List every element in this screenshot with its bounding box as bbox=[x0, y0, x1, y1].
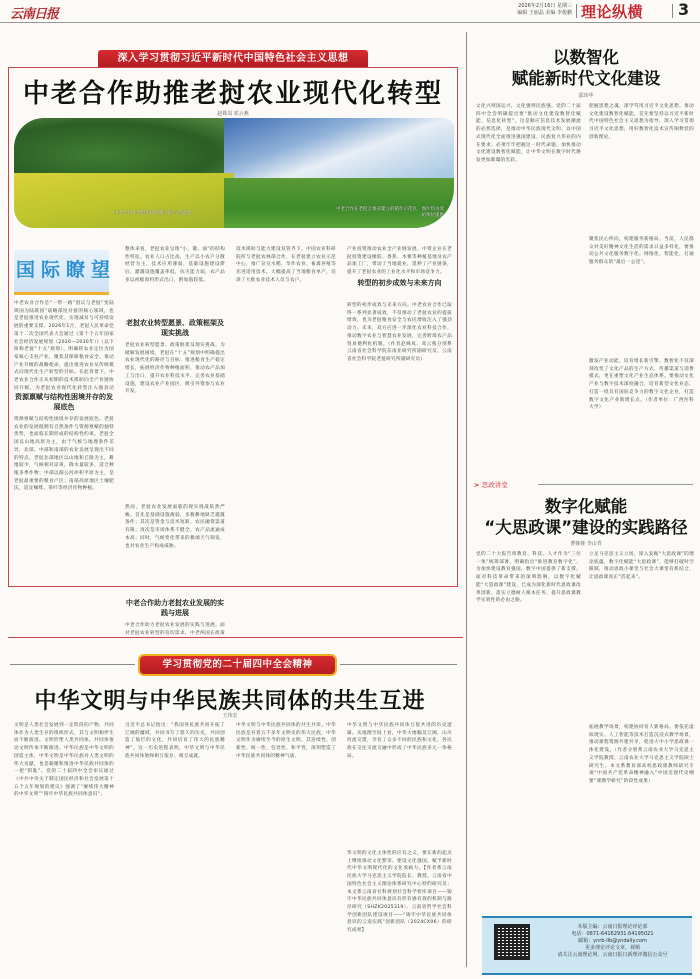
section-marker-label: 思政讲堂 bbox=[481, 481, 508, 489]
article-column-text: 聚焦民心所向，构建服务新格局。当前，人民群众对美好精神文化生活的需求日益多样化，要推动公共文化服务数字化、网络化、智能化，打通服务群众的“最后一公里”。 bbox=[589, 237, 694, 266]
feature-column-text: 整体来看，老挝农业呈现“小、散、弱”的结构性特征。农业人口占比高，生产以小农户分散经营为主，技术应用薄弱，基础设施建设滞后，灌溉设施覆盖率低，抗灾能力弱，农产品多以初级原料形式出口，附加值较低。 bbox=[125, 247, 225, 283]
date-line: 2026年2月16日 星期三 bbox=[518, 3, 572, 9]
photo-sky bbox=[224, 118, 454, 183]
feature-subhead: 老挝农业转型愿景、政策框架及现实挑战 bbox=[126, 319, 224, 337]
info-line: 本版主编：云南日报理论评论部 bbox=[577, 924, 648, 930]
divider bbox=[340, 664, 457, 665]
photo-rice-field-yellow bbox=[14, 173, 234, 228]
headline-line: 数字化赋能 bbox=[544, 497, 628, 516]
feature-column-text: 产业投资推动农业全产业链发展。中资企业在老挝投资建设橡胶、香蕉、木薯等种植基地及农产品加工厂，带动了当地就业，延伸了产业链条，提升了老挝农业的工业化水平和市场竞争力。 bbox=[347, 247, 452, 276]
info-line: 请关注云南理论网、云南日报日新理评微信公众号 bbox=[557, 952, 668, 958]
article-column-text: 党的二十大报告将教育、科技、人才作为“三位一体”统筹部署，明确指出“推进教育数字化”。为加快建设教育强国，数字中国提供了新支撑。面对科技革命带来的深刻影响，以数字化赋能“大思政课”建设，已成为深化新时代思政课改革创新、落实立德树人根本任务、提升思政课教学实效性的必由之路。 bbox=[476, 552, 581, 604]
divider bbox=[538, 484, 693, 485]
article-column-text: 立足马克思主义立场，深入发掘“大思政课”的理论底蕴。数字化赋能“大思政课”，能够打破时空限制，推动思政小课堂与社会大课堂有机结合，让思政课真正“活起来”。 bbox=[589, 552, 694, 581]
article-column-text: 把握思想之魂，深学笃用习近平文化思想。推动文化建设数智化赋能，首先要坚持以习近平新时代中国特色社会主义思想为指导，深入学习贯彻习近平文化思想，用好数智化技术宣传阐释党的创新理论。 bbox=[589, 104, 694, 140]
divider bbox=[576, 4, 577, 18]
editor-line: 编辑 王丽晶 美编 李俊鹏 bbox=[517, 10, 572, 16]
feature-subhead: 转型的初步成效与未来方向 bbox=[357, 279, 442, 287]
article-column-text: 文明是人类社会发展到一定阶段的产物，共同体作为人类生存的组织形式，其与文明相伴生而不断演进。文明形塑人类共同体，共同体推动文明传承不断演进。中华民族是中华文明的创造主体，中华文明是中华民族对人类文明的伟大贡献，也是凝聚和推进中华民族共同体的一把“钥匙”。党的二十届四中全会审议通过《中共中央关于制定国民经济和社会发展第十五个五年规划的建议》强调了“赓续伟大精神的中华文明”“铸牢中华民族共同体意识”。 bbox=[14, 723, 114, 798]
divider bbox=[8, 637, 463, 638]
info-line: 更多理论评论文章，视频 bbox=[584, 945, 640, 951]
section-badge-label: 国际瞭望 bbox=[16, 259, 117, 281]
headline-line: 以数智化 bbox=[553, 48, 619, 67]
feature-column-text: 技术援助与能力建设双管齐下。中国农业科研院所与老挝农林部合作，在老挝建立农业示范中心，推广杂交水稻、旱作农业、畜禽养殖等先进适用技术，大幅提高了当地粮食单产，培训了大批农业技术人员与农户。 bbox=[236, 247, 336, 283]
divider bbox=[10, 664, 135, 665]
feature-headline[interactable]: 中老合作助推老挝农业现代化转型 bbox=[22, 79, 443, 109]
article-column-text: 拓展教学场景，构建协同育人新格局。要依托虚拟现实、人工智能等技术打造沉浸式教学场景，推动课程资源共建共享，促进大中小学思政课一体化建设。（作者分别系云南农业大学马克思主义学院教授、云南农业大学马克思主义学院硕士研究生。本文系教育部高校思政课教师研究专项“中国共产党革命精神融入”中国近现代史纲要”课教学研究”阶段性成果） bbox=[589, 725, 694, 784]
article-headline[interactable] bbox=[472, 47, 700, 89]
article-headline[interactable]: 中华文明与中华民族共同体的共生互进 bbox=[34, 689, 426, 714]
series-banner: 学习贯彻党的二十届四中全会精神 bbox=[140, 656, 335, 674]
headline-line: “大思政课”建设的实践路径 bbox=[484, 518, 688, 537]
column-divider bbox=[466, 32, 467, 967]
newspaper-logo: 云南日报 bbox=[10, 7, 59, 22]
article-column-text: 习近平总书记指出：“我国各民族共同开拓了辽阔的疆域，共同书写了悠久的历史，共同创造了灿烂的文化，共同培育了伟大的民族精神”。这一历史进程表明，中华文明与中华民族共同体始终相互依存、相互成就。 bbox=[125, 723, 225, 759]
chevron-right-icon: > bbox=[474, 481, 482, 489]
feature-column-text: 转型的初步成效与未来方向。中老农业合作已取得一系列显著成效，不仅推动了老挝农业的提质增效，也为老挝粮食安全与农民增收注入了强劲动力。未来，双方应进一步深化农业科技合作，推动数字农业与智慧农业发展，完善跨境农产品贸易便利化机制。（作者赵姝岚、邓云燕分别系云南省社会科学院东南亚研究所副研究员、云南省社会科学院老挝研究所副研究员） bbox=[347, 303, 452, 362]
page-number: 3 bbox=[678, 0, 690, 19]
date-info bbox=[480, 3, 572, 17]
photo-caption-left: 中老合作在老挝南塔省建立的示范基地 bbox=[114, 211, 191, 216]
feature-byline: 赵姝岚 邓云燕 bbox=[217, 111, 249, 117]
feature-column-text: 资源禀赋与结构性困境并存的发展底色。老挝农业的发展既拥有自然条件与资源禀赋的独特优势，也面临长期形成的结构性约束。老挝全国以山地高原为主，由于气候与地理条件差异，北部、中部和南部的农业发展呈现出不同的特点。老挝北部地区以山地和丘陵为主，耕地较少，气候相对凉爽，降水量较多，适合种植多季作物；中部以湄公河冲积平原为主，是老挝最重要的粮食产区；南部高原地区土壤肥沃，适宜咖啡、茶叶等经济作物种植。 bbox=[14, 417, 114, 492]
feature-column-text: 然而，老挝农业发展面临的现实挑战依然严峻。首先是基础设施薄弱，多数耕地缺乏灌溉条件；其次是资金与技术短缺，农民融资渠道有限；再次是市场体系不健全，农产品流通成本高；同时，气候变化带来的极端天气频发，也对农业生产构成威胁。 bbox=[125, 505, 225, 549]
feature-subhead: 中老合作助力老挝农业发展的实践与进展 bbox=[126, 599, 224, 617]
headline-line: 赋能新时代文化建设 bbox=[511, 69, 661, 88]
feature-photo[interactable] bbox=[14, 118, 454, 228]
article-byline: 邵玮华 bbox=[578, 93, 594, 99]
email-link[interactable]: 邮箱：ynrb-llb@yndaily.com bbox=[578, 938, 647, 944]
feature-column-text: 老挝农业转型愿景、政策框架及现实挑战。为破解发展困境，老挝在“十五”规划中明确提出农业现代化的路径与目标：推进粮食生产稳定增长，拓展经济作物种植面积，推动农产品加工与出口，提升农业科技水平，完善农业基础设施，建设农业产业园区，吸引外资参与农业开发。 bbox=[125, 343, 225, 395]
section-marker[interactable] bbox=[474, 480, 508, 489]
photo-forest bbox=[14, 118, 234, 178]
article-column-text: 激发产业动能，培育增长新引擎。数智化不仅深刻改变了文化产品的生产方式、传播渠道与消费模式，更在重塑文化产业生态体系。要推动文化产业与数字技术深度融合，培育新型文化业态，打造一批具有国际竞争力的数字文化企业，打造数字文化产业新增长点。（作者单位：广西医科大学） bbox=[589, 359, 694, 411]
article-column-text: 中华文明与中华民族共同体互促共进的历史逻辑。从地理空间上看，中华大地幅员辽阔，山川河流交错，孕育了众多不同的民族和文化，各民族在交往交流交融中形成了中华民族多元一体格局。 bbox=[347, 723, 452, 759]
feature-column-text: 中老合作助力老挝农业发展的实践与进展。面对老挝农业转型的迫切需求，中老两国在政策 bbox=[125, 623, 225, 636]
article-column-text: 华文明的文化主体性的应有之义，要在新的起点上继续推动文化繁荣、建设文化强国，赋予新时代中华文明现代化的文化承载力。【作者系云南民族大学马克思主义学院院长、教授，云南省中国特色社会主义理论体系研究中心特约研究员；本文系云南省社科规划社会科学智库项目——铸牢中华民族共同体意识有形有感有效的机制与路径研究（SHZK2025319）、云南省哲学社会科学创新团队建设项目——“铸牢中华民族共同体意识的云南实践”创新团队（2024CX06）的研究成果】 bbox=[347, 851, 452, 934]
divider bbox=[672, 4, 673, 18]
section-title: 理论纵横 bbox=[581, 3, 644, 21]
qr-code-icon[interactable] bbox=[494, 924, 530, 960]
article-byline: 曹娅娅 李山青 bbox=[570, 541, 602, 547]
article-column-text: 中华文明与中华民族共同体的共生共荣。中华民族是有着五千多年文明史的伟大民族，中华文明作为赓续至今的原生文明，其连续性、创新性、统一性、包容性、和平性，深刻塑造了中华民族共同体的精神气质。 bbox=[236, 723, 336, 759]
feature-column-text: 中老农业合作是“一带一路”倡议与老挝“变陆锁国为陆联国”战略深度对接的核心领域，也是老挝推进农业现代化、实现减贫与可持续发展的重要支撑。2026年1月，老挝人民革命党第十二次全国代表大会通过《第十个五年国家社会经济发展规划（2026—2030年）》（以下简称老挝“十五”规划），明确将农业定位为国家核心支柱产业，聚焦其保障粮食安全、推动产业升级的战略使命，提出推进农业从传统模式向现代化生产转型的目标。在此背景下，中老农业合作正从初期的技术援助向全产业链协同升级，为老挝农业现代化转型注入强劲动 bbox=[14, 301, 114, 390]
photo-caption-right: 中老合作在老挝万象省建立的稻作示范区，图片均为受访单位提供 bbox=[336, 207, 444, 218]
article-headline[interactable] bbox=[472, 496, 700, 538]
series-banner: 深入学习贯彻习近平新时代中国特色社会主义思想 bbox=[98, 50, 368, 67]
article-column-text: 文化兴则国运兴，文化强则民族强。党的二十届四中全会明确提出要“推动文化建设数智化赋能、信息化转型”，这是顺应信息技术发展潮流的必然选择，是推动中华民族现代文明、以中国式现代化全面推进强国建设、民族复兴伟业的内在要求。必须牢牢把握这一时代命题，加快推动文化建设数智化赋能，让中华文明在数字时代焕发更加璀璨的光彩。 bbox=[476, 104, 581, 163]
feature-subhead: 资源禀赋与结构性困境并存的发展底色 bbox=[15, 393, 113, 411]
photo-rice-field-green bbox=[224, 178, 454, 228]
info-line: 电话：0871-64162931.64195021 bbox=[571, 931, 654, 937]
article-byline: 王伟宏 bbox=[222, 713, 238, 719]
